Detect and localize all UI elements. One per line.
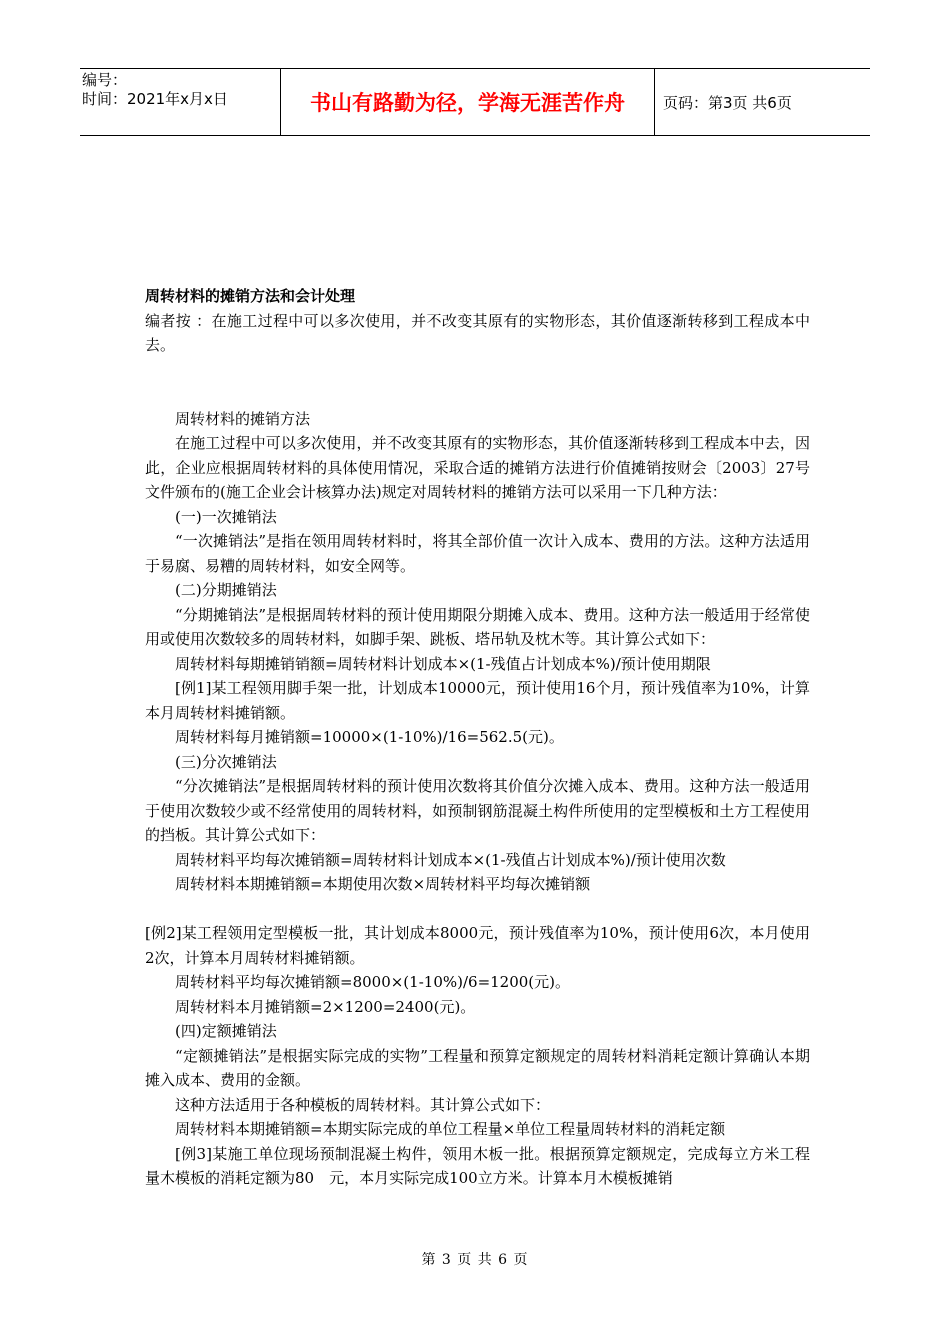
header-number: 编号：	[82, 71, 128, 89]
section-heading: 周转材料的摊销方法	[175, 409, 311, 428]
spacer	[145, 358, 810, 407]
example: [例1]某工程领用脚手架一批，计划成本10000元，预计使用16个月，预计残值率为10%，计算本月周转材料摊销额。	[145, 679, 810, 722]
subsection-heading: (二)分期摊销法	[175, 581, 277, 599]
example: [例3]某施工单位现场预制混凝土构件，领用木板一批。根据预算定额规定，完成每立方米工程量木模板的消耗定额为80 元，本月实际完成100立方米。计算本月木模板摊销	[145, 1144, 810, 1187]
example: [例2]某工程领用定型模板一批，其计划成本8000元，预计残值率为10%，预计使用6次，本月使用2次，计算本月周转材料摊销额。	[145, 924, 810, 967]
formula: 周转材料本期摊销额=本期使用次数×周转材料平均每次摊销额	[175, 875, 591, 893]
paragraph: 在施工过程中可以多次使用，并不改变其原有的实物形态，其价值逐渐转移到工程成本中去，因此，企业应根据周转材料的具体使用情况，采取合适的摊销方法进行价值摊销按财会〔2003〕27号文件颁布的(施工企业会计核算办法)规定对周转材料的摊销方法可以采用一下几种方法：	[145, 434, 810, 501]
formula: 周转材料平均每次摊销额=8000×(1-10%)/6=1200(元)。	[175, 973, 571, 991]
page-footer: 第 3 页 共 6 页	[421, 1252, 529, 1268]
subsection-heading: (四)定额摊销法	[175, 1022, 277, 1040]
subsection-heading: (一)一次摊销法	[175, 507, 277, 526]
editor-note: 编者按 ：在施工过程中可以多次使用，并不改变其原有的实物形态，其价值逐渐转移到工程成本中去。	[145, 311, 810, 354]
subsection-heading: (三)分次摊销法	[175, 752, 277, 771]
header-time: 时间：2021年x月x日	[82, 90, 228, 108]
spacer	[145, 897, 810, 922]
document-header	[80, 68, 870, 136]
document-title: 周转材料的摊销方法和会计处理	[145, 287, 356, 305]
paragraph: “分次摊销法”是根据周转材料的预计使用次数将其价值分次摊入成本、费用。这种方法一般适用于使用次数较少或不经常使用的周转材料，如预制钢筋混凝土构件所使用的定型模板和土方工程使用的挡板。其计算公式如下：	[145, 777, 810, 844]
header-meta	[80, 69, 280, 135]
formula: 周转材料本期摊销额=本期实际完成的单位工程量×单位工程量周转材料的消耗定额	[175, 1120, 726, 1138]
formula: 周转材料每月摊销额=10000×(1-10%)/16=562.5(元)。	[175, 728, 564, 746]
formula: 周转材料每期摊销销额=周转材料计划成本×(1-残值占计划成本%)/预计使用期限	[175, 654, 711, 673]
header-page-info: 页码：第3页 共6页	[663, 93, 792, 112]
document-body	[145, 284, 810, 1191]
paragraph: 这种方法适用于各种模板的周转材料。其计算公式如下：	[175, 1095, 551, 1114]
paragraph: “一次摊销法”是指在领用周转材料时，将其全部价值一次计入成本、费用的方法。这种方法适用于易腐、易糟的周转材料，如安全网等。	[145, 532, 810, 575]
formula: 周转材料平均每次摊销额=周转材料计划成本×(1-残值占计划成本%)/预计使用次数	[175, 850, 726, 869]
formula: 周转材料本月摊销额=2×1200=2400(元)。	[175, 997, 476, 1016]
paragraph: “分期摊销法”是根据周转材料的预计使用期限分期摊入成本、费用。这种方法一般适用于经常使用或使用次数较多的周转材料，如脚手架、跳板、塔吊轨及枕木等。其计算公式如下：	[145, 605, 810, 648]
paragraph: “定额摊销法”是根据实际完成的实物”工程量和预算定额规定的周转材料消耗定额计算确认本期摊入成本、费用的金额。	[145, 1046, 810, 1089]
header-motto: 书山有路勤为径，学海无涯苦作舟	[280, 69, 655, 135]
